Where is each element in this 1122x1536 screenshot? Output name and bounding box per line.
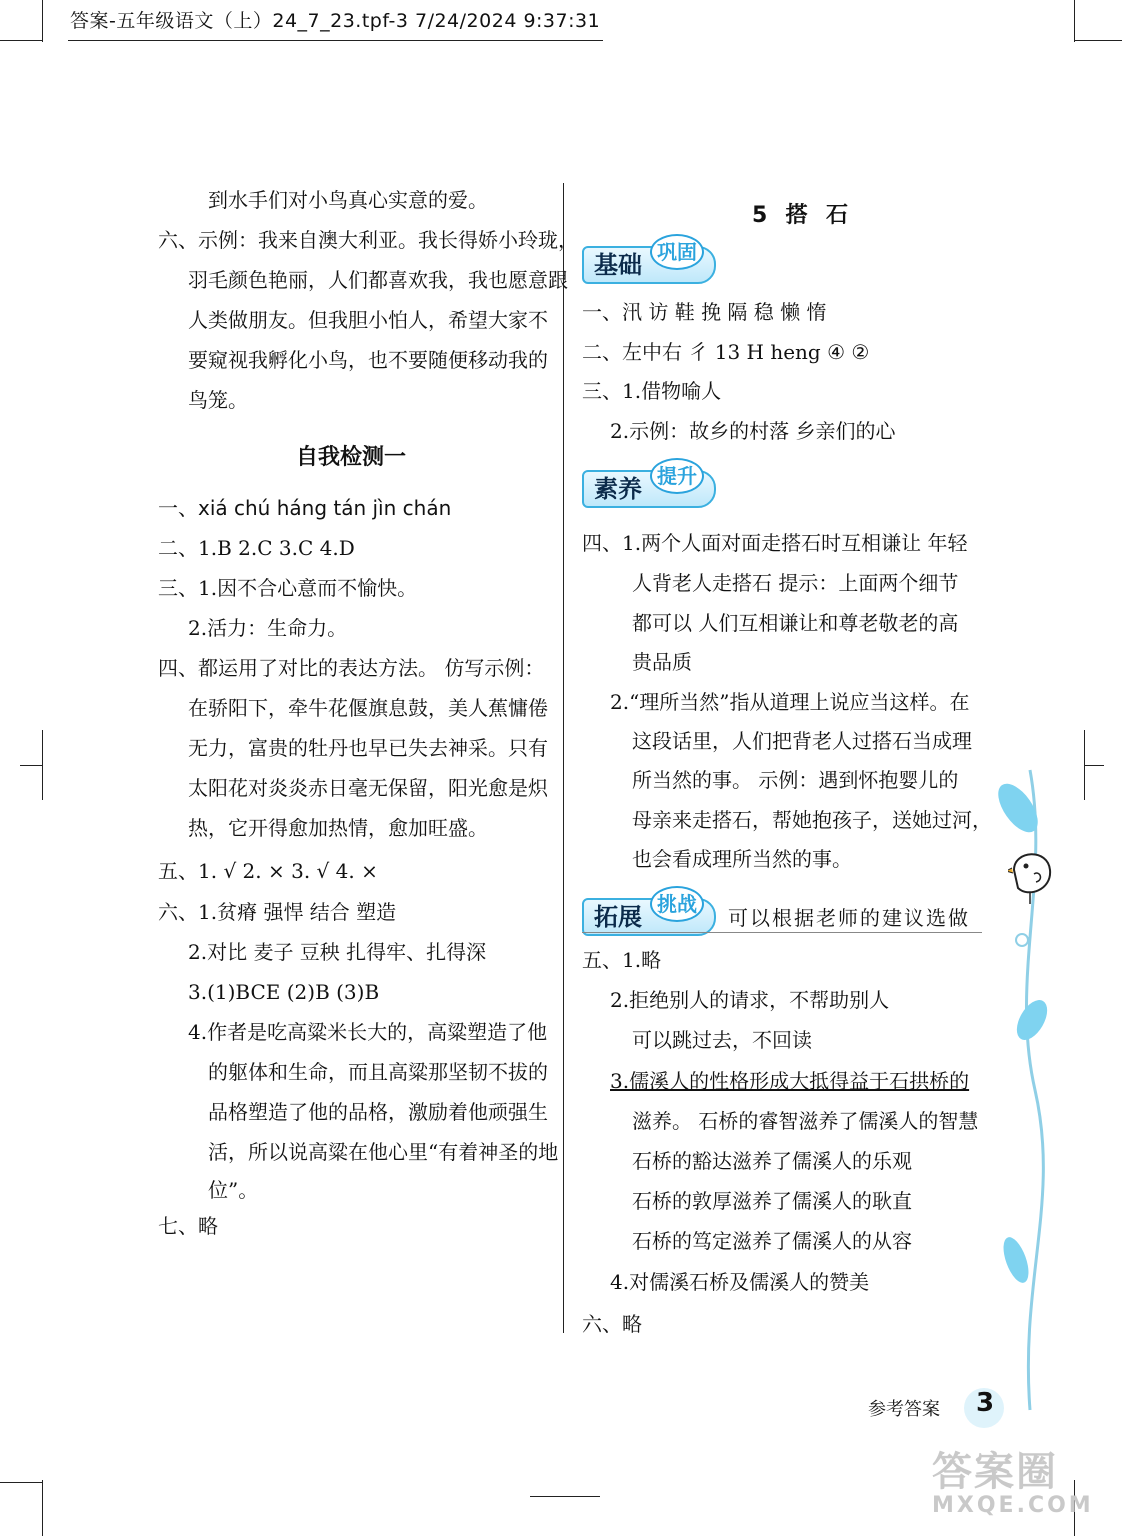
answer-line: 所当然的事。 示例：遇到怀抱婴儿的: [632, 768, 959, 792]
answer-line: 都可以 人们互相谦让和尊老敬老的高: [632, 611, 959, 635]
crop-mark-ml-h: [20, 765, 42, 766]
answer-line: 三、1.因不合心意而不愉快。: [158, 576, 418, 600]
left-line: 鸟笼。: [188, 388, 248, 412]
bird-icon: [1008, 840, 1058, 910]
left-line: 六、示例：我来自澳大利亚。我长得娇小玲珑，: [158, 228, 578, 252]
answer-line: 4.作者是吃高粱米长大的，高粱塑造了他: [188, 1020, 548, 1044]
answer-line: 四、都运用了对比的表达方法。 仿写示例：: [158, 656, 545, 680]
answer-line: 的躯体和生命，而且高粱那坚韧不拔的: [208, 1060, 548, 1084]
answer-line: 母亲来走搭石，帮她抱孩子，送她过河，: [632, 808, 992, 832]
answer-line: 四、1.两个人面对面走搭石时互相谦让 年轻: [582, 531, 968, 555]
answer-line: 二、1.B 2.C 3.C 4.D: [158, 536, 355, 560]
optional-note: 可以根据老师的建议选做: [728, 906, 970, 930]
badge3-rule: [582, 932, 982, 933]
answer-line: 在骄阳下，牵牛花偃旗息鼓，美人蕉慵倦: [188, 696, 548, 720]
column-divider: [563, 183, 564, 1333]
answer-line: 2.“理所当然”指从道理上说应当这样。在: [610, 690, 970, 714]
badge-sub: 挑战: [650, 886, 704, 922]
lesson-title: 5 搭 石: [752, 203, 849, 228]
left-line: 人类做朋友。但我胆小怕人，希望大家不: [188, 308, 548, 332]
answer-line: 4.对儒溪石桥及儒溪人的赞美: [610, 1270, 870, 1294]
section-title: 自我检测一: [296, 445, 407, 470]
answer-line: 五、1. √ 2. × 3. √ 4. ×: [158, 859, 378, 883]
answer-line: 一、xiá chú háng tán jìn chán: [158, 496, 452, 520]
answer-line: 3.儒溪人的性格形成大抵得益于石拱桥的: [610, 1069, 970, 1093]
watermark-url: MXQE.COM: [932, 1493, 1094, 1518]
answer-line: 无力，富贵的牡丹也早已失去神采。只有: [188, 736, 548, 760]
print-header: 答案-五年级语文（上）24_7_23.tpf-3 7/24/2024 9:37:31: [70, 10, 601, 32]
header-rule: [68, 40, 603, 41]
answer-line: 贵品质: [632, 650, 692, 674]
watermark: [932, 1440, 1112, 1518]
answer-line: 七、略: [158, 1214, 218, 1238]
badge-main: 素养: [582, 470, 716, 508]
answer-line: 这段话里，人们把背老人过搭石当成理: [632, 729, 972, 753]
answer-line: 2.活力：生命力。: [188, 616, 348, 640]
answer-line: 也会看成理所当然的事。: [632, 847, 852, 871]
crop-mark-bc-h: [530, 1496, 600, 1497]
answer-line: 2.示例：故乡的村落 乡亲们的心: [610, 419, 896, 443]
answer-line: 三、1.借物喻人: [582, 379, 722, 403]
left-line: 到水手们对小鸟真心实意的爱。: [208, 188, 488, 212]
answer-line: 可以跳过去，不回读: [632, 1028, 812, 1052]
page-number: 3: [976, 1388, 995, 1418]
crop-mark-tl-v: [42, 0, 43, 42]
answer-line: 2.对比 麦子 豆秧 扎得牢、扎得深: [188, 940, 487, 964]
crop-mark-bl-h: [0, 1482, 42, 1483]
crop-mark-tr-h: [1074, 40, 1122, 41]
answer-line: 滋养。 石桥的睿智滋养了儒溪人的智慧: [632, 1109, 979, 1133]
answer-line: 品格塑造了他的品格，激励着他顽强生: [208, 1100, 548, 1124]
answer-line: 石桥的敦厚滋养了儒溪人的耿直: [632, 1189, 912, 1213]
answer-line: 石桥的笃定滋养了儒溪人的从容: [632, 1229, 912, 1253]
answer-line: 六、1.贫瘠 强悍 结合 塑造: [158, 900, 397, 924]
answer-line: 位”。: [208, 1178, 259, 1202]
badge-sub: 巩固: [650, 234, 704, 270]
badge-jichu: [582, 240, 722, 280]
answer-line: 2.拒绝别人的请求，不帮助别人: [610, 988, 890, 1012]
answer-line: 石桥的豁达滋养了儒溪人的乐观: [632, 1149, 912, 1173]
answer-line: 活，所以说高粱在他心里“有着神圣的地: [208, 1140, 559, 1164]
left-line: 要窥视我孵化小鸟，也不要随便移动我的: [188, 348, 548, 372]
badge-tuozhan: [582, 892, 722, 932]
badge-sub: 提升: [650, 458, 704, 494]
badge-main: 基础: [582, 246, 716, 284]
answer-line: 3.(1)BCE (2)B (3)B: [188, 980, 380, 1004]
badge-main: 拓展: [582, 898, 716, 936]
answer-line: 人背老人走搭石 提示：上面两个细节: [632, 571, 959, 595]
left-line: 羽毛颜色艳丽，人们都喜欢我，我也愿意跟: [188, 268, 568, 292]
answer-line: 五、1.略: [582, 948, 662, 972]
footer-label: 参考答案: [868, 1399, 940, 1420]
crop-mark-tl-h: [0, 40, 42, 41]
answer-line: 一、汛 访 鞋 挽 隔 稳 懒 惰: [582, 300, 827, 324]
crop-mark-tr-v: [1074, 0, 1075, 42]
badge-suyang: [582, 464, 722, 504]
answer-line: 太阳花对炎炎赤日毫无保留，阳光愈是炽: [188, 776, 548, 800]
watermark-title: 答案圈: [932, 1449, 1058, 1495]
crop-mark-ml-v: [42, 730, 43, 800]
answer-line: 二、左中右 彳 13 H heng ④ ②: [582, 340, 870, 364]
crop-mark-bl-v: [42, 1480, 43, 1536]
answer-line: 六、略: [582, 1312, 642, 1336]
answer-line: 热，它开得愈加热情，愈加旺盛。: [188, 816, 488, 840]
